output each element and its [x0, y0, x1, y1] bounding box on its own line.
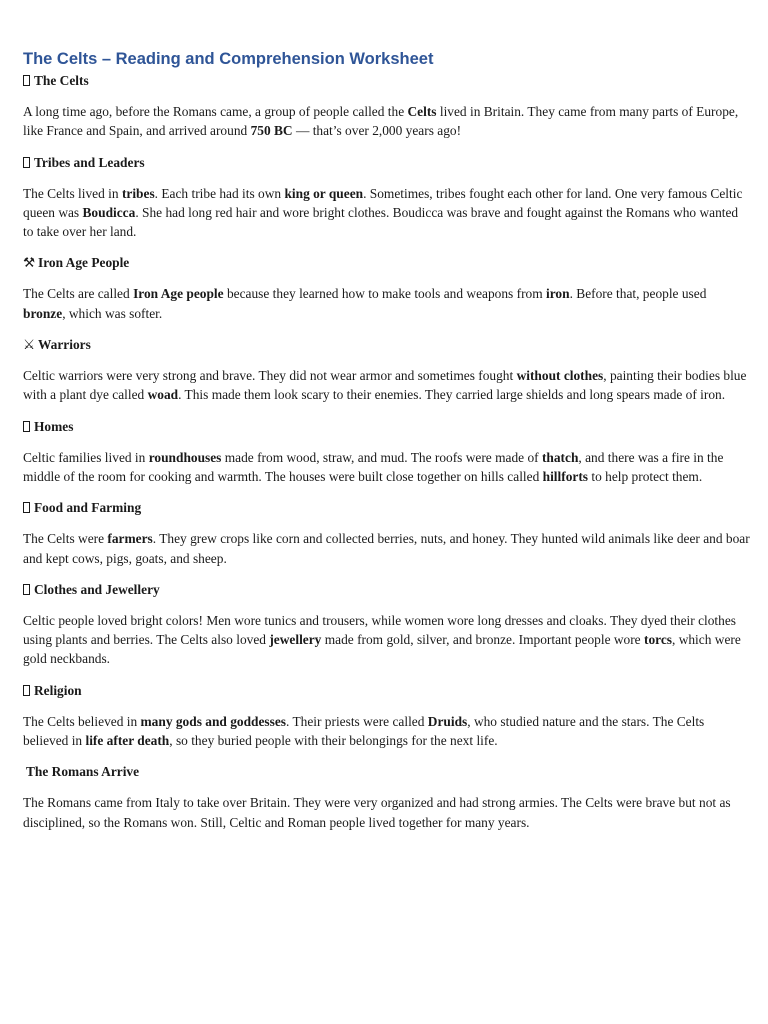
bold-term: king or queen — [284, 185, 364, 201]
section-paragraph — [23, 712, 751, 751]
section-heading-label: Homes — [34, 418, 74, 434]
bold-term: without clothes — [516, 368, 604, 384]
paragraph-text: — that’s over 2,000 years ago! — [292, 123, 462, 139]
section-paragraph — [23, 611, 751, 669]
section-heading — [23, 253, 751, 272]
paragraph-text: because they learned how to make tools and weapons from — [223, 286, 546, 302]
section-heading-label: Iron Age People — [38, 255, 130, 271]
bold-term: 750 BC — [250, 123, 293, 139]
box-glyph-icon — [23, 584, 30, 595]
section-heading-label: Food and Farming — [34, 500, 142, 516]
paragraph-text: Celtic people loved bright colors! Men wore tunics and trousers, while women wore long dresses and cloaks. They dyed their clothes using plants and berries. The Celts also loved — [23, 612, 736, 648]
paragraph-text: , painting their bodies blue with a plant dye called — [23, 368, 747, 403]
box-glyph-icon — [23, 685, 30, 696]
paragraph-text: A long time ago, before the Romans came, a group of people called the — [23, 104, 408, 119]
paragraph-text: made from gold, silver, and bronze. Important people wore — [321, 632, 644, 648]
section-paragraph — [23, 529, 751, 568]
section-heading — [23, 153, 751, 172]
page-title: The Celts – Reading and Comprehension Worksheet — [23, 50, 434, 68]
bold-term: Druids — [427, 713, 468, 729]
bold-term: thatch — [541, 449, 579, 465]
paragraph-text: Celtic warriors were very strong and brave. They did not wear armor and sometimes fought — [23, 368, 517, 384]
bold-term: woad — [147, 387, 179, 403]
box-glyph-icon — [23, 421, 30, 432]
paragraph-text: . Their priests were called — [286, 713, 428, 729]
paragraph-text: , and there was a fire in the middle of the room for cooking and warmth. The houses were built close together on hills called — [23, 449, 724, 484]
section-paragraph — [23, 793, 751, 832]
section-heading — [23, 762, 751, 781]
section-heading-label: Warriors — [38, 337, 91, 353]
paragraph-text: The Celts were — [23, 531, 108, 547]
section-heading — [23, 580, 751, 599]
paragraph-text: . She had long red hair and wore bright clothes. Boudicca was brave and fought against the Romans who wanted to take over her land. — [23, 204, 739, 240]
section-paragraph — [23, 448, 751, 487]
paragraph-text: The Celts are called — [23, 286, 134, 302]
worksheet-sections — [23, 71, 751, 832]
worksheet-page — [23, 48, 751, 832]
paragraph-text: Celtic families lived in — [23, 449, 149, 465]
bold-term: roundhouses — [148, 449, 222, 465]
paragraph-text: . Each tribe had its own — [154, 185, 285, 201]
paragraph-text: , which was softer. — [62, 305, 163, 321]
bold-term: iron — [545, 286, 570, 302]
bold-term: life after death — [85, 733, 170, 749]
section-heading-label: Tribes and Leaders — [34, 154, 145, 170]
paragraph-text: , who studied nature and the stars. The Celts believed in — [23, 713, 705, 749]
bold-term: torcs — [643, 632, 672, 648]
hammer-pick-icon: ⚒ — [23, 255, 36, 271]
paragraph-text: lived in Britain. They came from many parts of Europe, like France and Spain, and arrived around — [23, 104, 739, 139]
paragraph-text: . Before that, people used — [569, 286, 707, 302]
bold-term: Boudicca — [82, 204, 136, 220]
paragraph-text: . They grew crops like corn and collected berries, nuts, and honey. They hunted wild animals like deer and boar and kept cows, pigs, goats, and sheep. — [23, 531, 750, 566]
paragraph-text: The Romans came from Italy to take over Britain. They were very organized and had strong armies. The Celts were brave but not as disciplined, so the Romans won. Still, Celtic and Roman people lived together for many years. — [23, 795, 731, 830]
bold-term: bronze — [23, 305, 63, 321]
section-paragraph — [23, 284, 751, 323]
section-heading-label: The Celts — [34, 73, 89, 88]
bold-term: farmers — [107, 531, 153, 547]
section-heading — [23, 71, 751, 90]
paragraph-text: made from wood, straw, and mud. The roofs were made of — [221, 449, 542, 465]
bold-term: many gods and goddesses — [140, 713, 286, 729]
bold-term: jewellery — [269, 632, 322, 648]
paragraph-text: The Celts lived in — [23, 185, 122, 201]
paragraph-text: . Sometimes, tribes fought each other for land. One very famous Celtic queen was — [23, 185, 743, 220]
paragraph-text: The Celts believed in — [23, 713, 141, 729]
section-heading — [23, 498, 751, 517]
bold-term: Celts — [407, 104, 437, 119]
section-heading — [23, 335, 751, 354]
section-paragraph — [23, 366, 751, 405]
section-heading-label: Religion — [34, 682, 82, 698]
bold-term: Iron Age people — [133, 286, 224, 302]
section-heading-label: The Romans Arrive — [26, 764, 140, 780]
crossed-swords-icon: ⚔ — [23, 337, 36, 353]
section-heading-label: Clothes and Jewellery — [34, 581, 160, 597]
paragraph-text: . This made them look scary to their enemies. They carried large shields and long spears made of iron. — [178, 387, 726, 403]
box-glyph-icon — [23, 75, 30, 86]
bold-term: tribes — [121, 185, 155, 201]
box-glyph-icon — [23, 502, 30, 513]
section-heading — [23, 417, 751, 436]
section-heading — [23, 681, 751, 700]
section-paragraph — [23, 102, 751, 141]
paragraph-text: , which were gold neckbands. — [23, 632, 741, 667]
paragraph-text: , so they buried people with their belongings for the next life. — [169, 733, 498, 749]
box-glyph-icon — [23, 157, 30, 168]
section-paragraph — [23, 184, 751, 242]
bold-term: hillforts — [542, 468, 589, 484]
paragraph-text: to help protect them. — [588, 468, 703, 484]
